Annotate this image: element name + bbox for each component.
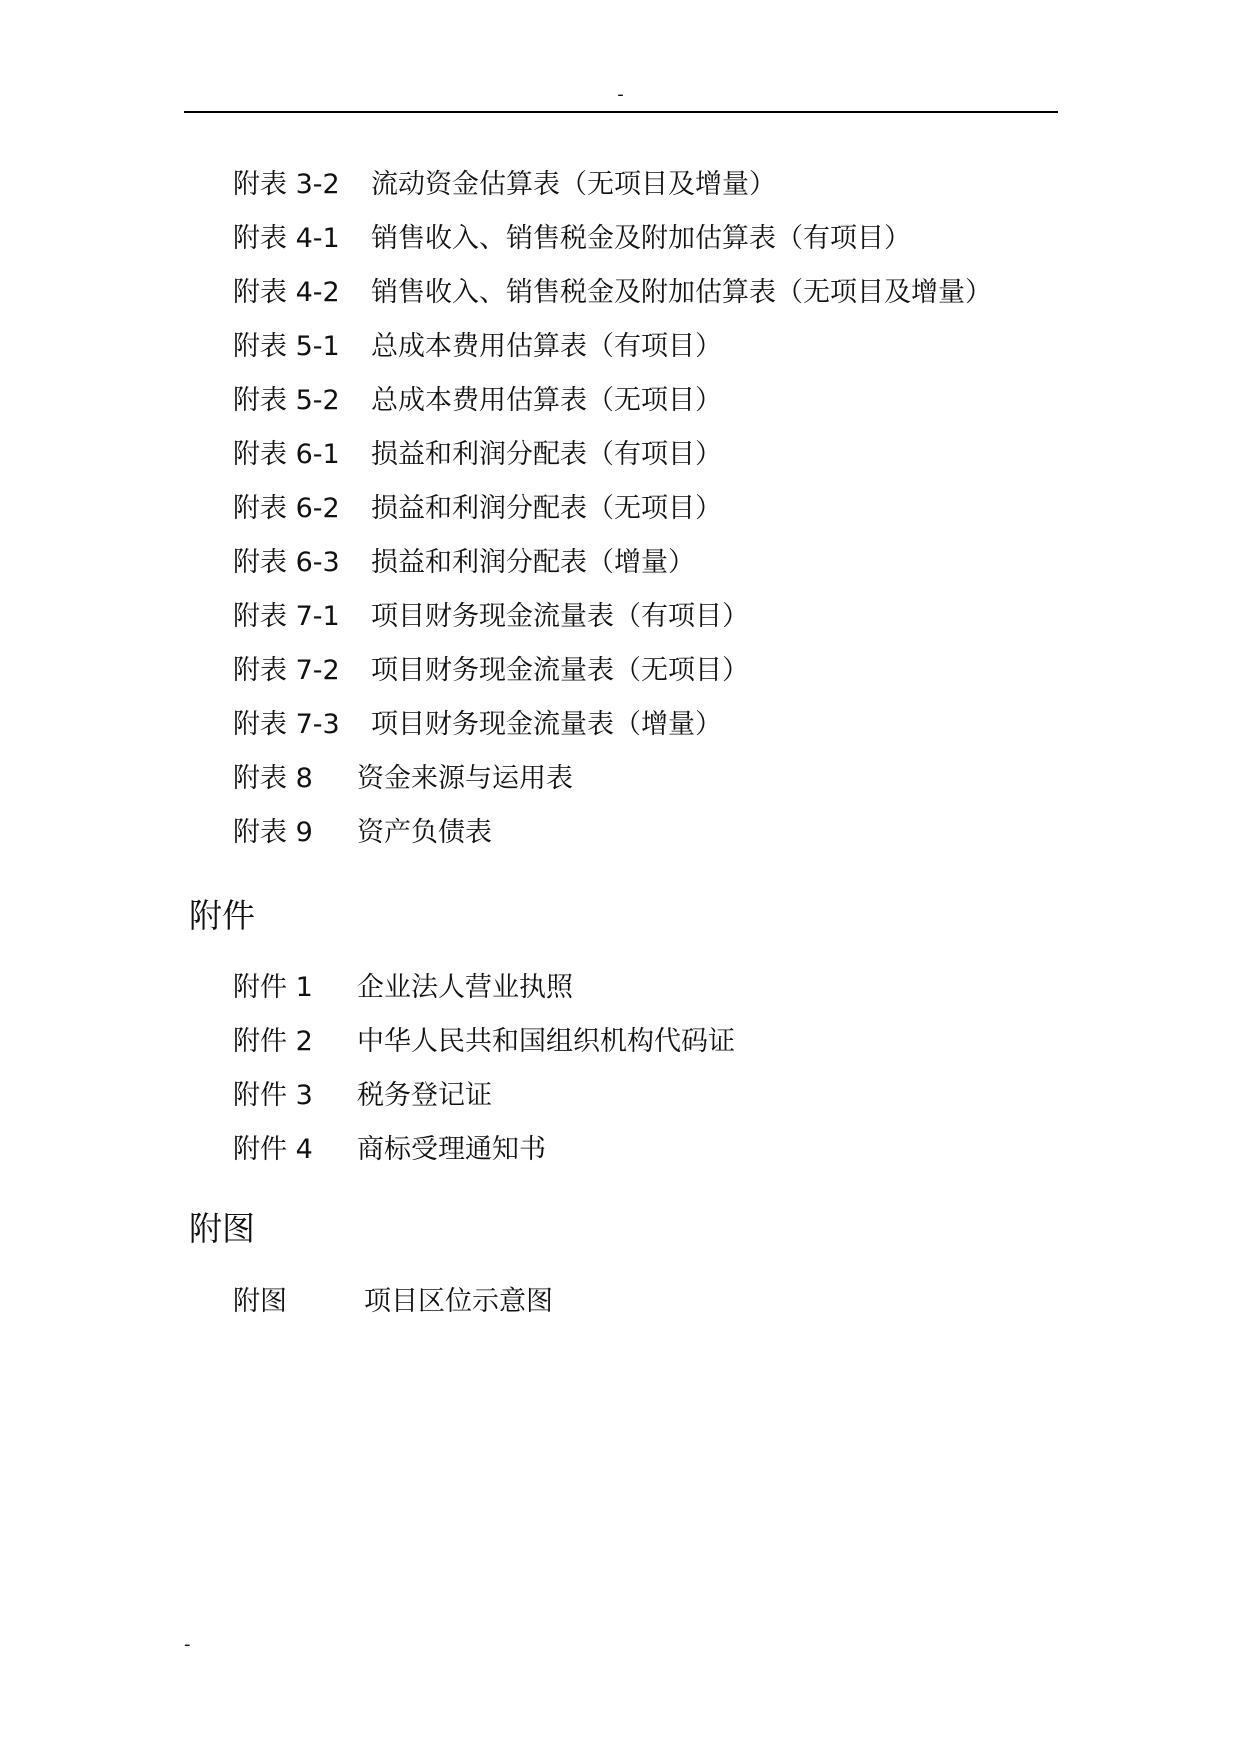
item-code: 附表 7-3 [233, 709, 340, 740]
item-title: 商标受理通知书 [357, 1134, 546, 1165]
item-title: 总成本费用估算表（无项目） [371, 385, 722, 416]
item-code: 附表 6-3 [233, 547, 340, 578]
item-code: 附表 4-2 [233, 277, 340, 308]
item-code: 附件 3 [233, 1080, 313, 1111]
item-title: 资产负债表 [357, 817, 492, 848]
item-code: 附件 1 [233, 972, 313, 1003]
section-heading-attachments: 附件 [189, 896, 255, 935]
item-code: 附表 5-2 [233, 385, 340, 416]
item-title: 销售收入、销售税金及附加估算表（有项目） [371, 223, 911, 254]
item-title: 项目区位示意图 [364, 1286, 553, 1317]
item-title: 流动资金估算表（无项目及增量） [371, 169, 776, 200]
item-title: 总成本费用估算表（有项目） [371, 331, 722, 362]
page-footer-mark: - [184, 1634, 191, 1655]
item-code: 附件 2 [233, 1026, 313, 1057]
item-code: 附件 4 [233, 1134, 313, 1165]
item-title: 项目财务现金流量表（有项目） [371, 601, 749, 632]
item-title: 项目财务现金流量表（增量） [371, 709, 722, 740]
item-title: 销售收入、销售税金及附加估算表（无项目及增量） [371, 277, 992, 308]
item-code: 附表 3-2 [233, 169, 340, 200]
item-code: 附图 [233, 1286, 287, 1317]
item-code: 附表 7-2 [233, 655, 340, 686]
item-code: 附表 8 [233, 763, 313, 794]
item-title: 损益和利润分配表（增量） [371, 547, 695, 578]
item-code: 附表 4-1 [233, 223, 340, 254]
item-code: 附表 5-1 [233, 331, 340, 362]
item-title: 税务登记证 [357, 1080, 492, 1111]
item-title: 资金来源与运用表 [357, 763, 573, 794]
page-header-mark: - [617, 84, 624, 105]
item-code: 附表 7-1 [233, 601, 340, 632]
section-heading-figures: 附图 [189, 1209, 255, 1248]
item-title: 损益和利润分配表（无项目） [371, 493, 722, 524]
item-title: 企业法人营业执照 [357, 972, 573, 1003]
item-title: 损益和利润分配表（有项目） [371, 439, 722, 470]
item-code: 附表 6-2 [233, 493, 340, 524]
item-code: 附表 9 [233, 817, 313, 848]
header-rule [184, 111, 1058, 113]
item-code: 附表 6-1 [233, 439, 340, 470]
item-title: 中华人民共和国组织机构代码证 [357, 1026, 735, 1057]
item-title: 项目财务现金流量表（无项目） [371, 655, 749, 686]
